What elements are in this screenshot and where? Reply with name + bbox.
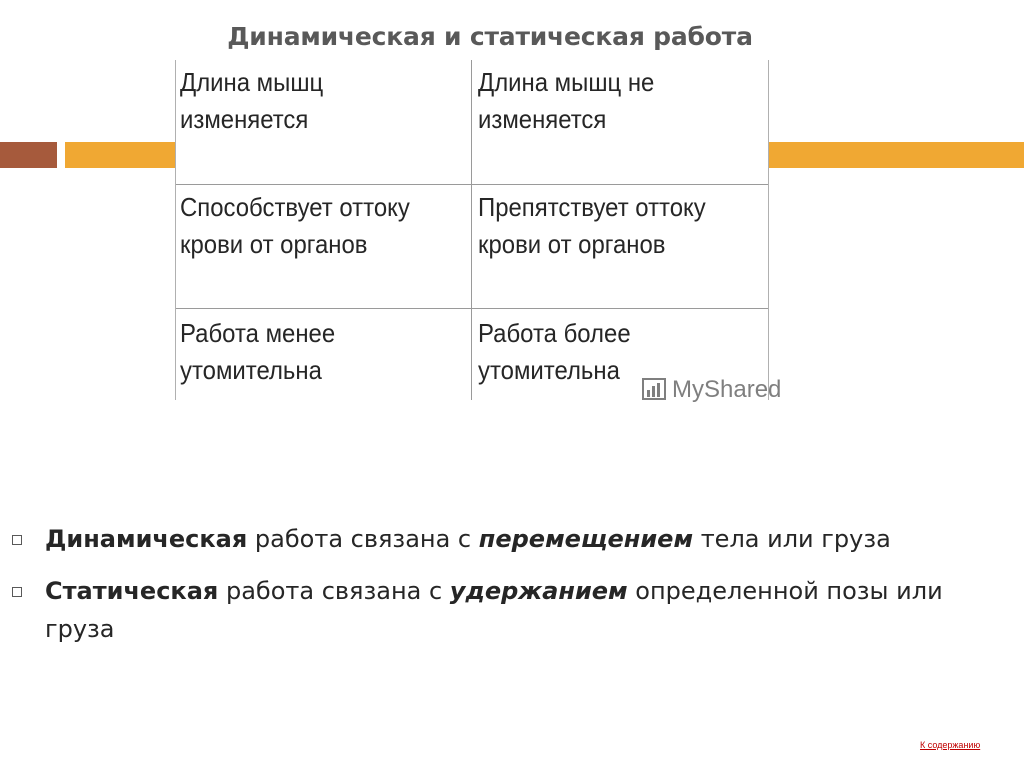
watermark [642,375,781,405]
comparison-table [175,60,782,403]
table-cell: Длина мышц не изменяется [478,67,655,134]
table-row [175,184,769,309]
decor-band-right [768,142,1024,168]
table-cell: Препятствует оттоку крови от органов [478,192,706,259]
table-divider [471,60,472,400]
list-item [10,520,1000,558]
watermark-text: MyShared [672,376,782,403]
decor-band-left [65,142,177,168]
table-border-left [175,60,176,400]
table-row [175,60,769,184]
table-cell: Длина мышц изменяется [180,67,324,134]
slide-title: Динамическая и статическая работа [227,22,753,51]
table-cell: Работа более утомительна [478,318,631,385]
list-item [10,572,1000,648]
bullet-text: Статическая работа связана с удержанием определенной позы или груза [45,577,943,643]
table-of-contents-link[interactable]: К содержанию [920,740,981,750]
bullet-text: Динамическая работа связана с перемещением тела или груза [45,525,891,553]
bullet-list [10,520,1000,662]
hollow-square-bullet-icon [12,535,22,545]
hollow-square-bullet-icon [12,587,22,597]
bar-chart-icon [642,378,668,402]
table-cell: Способствует оттоку крови от органов [180,192,410,259]
decor-band-dark [0,142,57,168]
table-border-right [768,60,769,400]
table-cell: Работа менее утомительна [180,318,336,385]
